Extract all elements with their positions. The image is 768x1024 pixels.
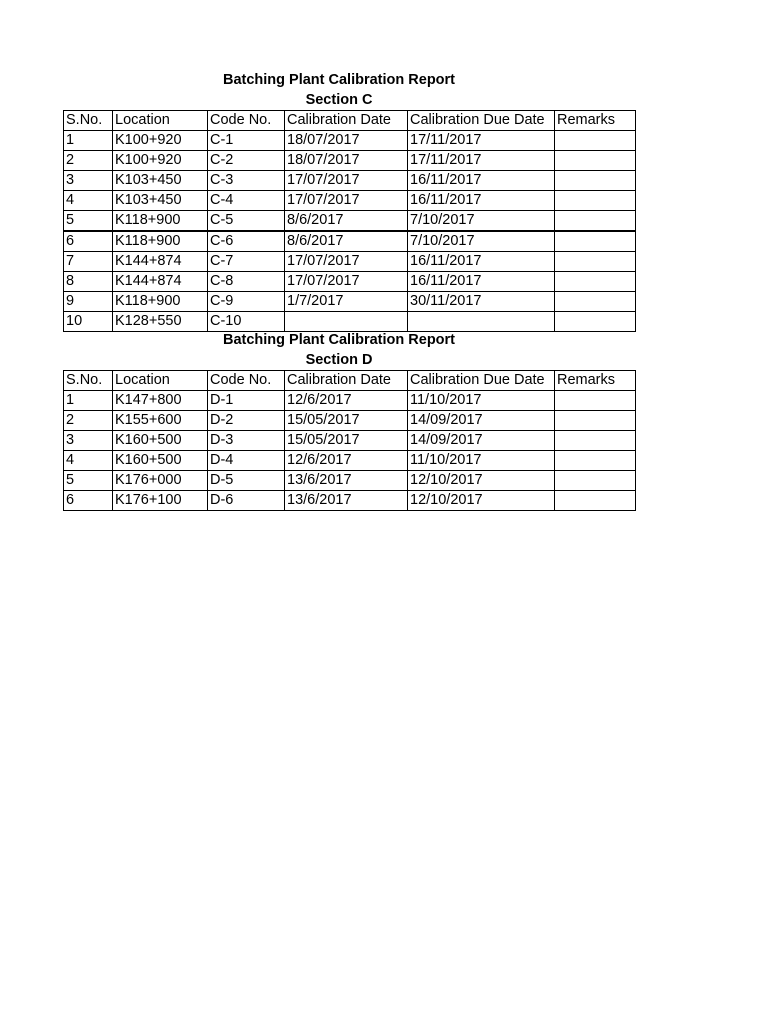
cell-calibration-date: 18/07/2017 xyxy=(285,151,408,171)
cell-remarks xyxy=(555,252,636,272)
table-row xyxy=(64,171,636,191)
cell-code-no: D-4 xyxy=(208,451,285,471)
cell-calibration-date: 1/7/2017 xyxy=(285,292,408,312)
header-sno: S.No. xyxy=(64,371,113,391)
header-code-no: Code No. xyxy=(208,111,285,131)
header-remarks: Remarks xyxy=(555,371,636,391)
cell-calibration-due-date: 14/09/2017 xyxy=(408,411,555,431)
cell-calibration-date: 18/07/2017 xyxy=(285,131,408,151)
cell-calibration-due-date xyxy=(408,312,555,332)
cell-remarks xyxy=(555,411,636,431)
cell-location: K118+900 xyxy=(113,211,208,232)
table-row xyxy=(64,491,636,511)
cell-location: K118+900 xyxy=(113,231,208,252)
cell-sno: 9 xyxy=(64,292,113,312)
cell-remarks xyxy=(555,171,636,191)
cell-location: K176+000 xyxy=(113,471,208,491)
cell-remarks xyxy=(555,292,636,312)
cell-remarks xyxy=(555,391,636,411)
cell-code-no: C-10 xyxy=(208,312,285,332)
header-location: Location xyxy=(113,371,208,391)
table-row xyxy=(64,211,636,232)
cell-sno: 7 xyxy=(64,252,113,272)
cell-calibration-date: 13/6/2017 xyxy=(285,471,408,491)
cell-sno: 6 xyxy=(64,231,113,252)
cell-location: K144+874 xyxy=(113,272,208,292)
cell-code-no: C-4 xyxy=(208,191,285,211)
report-title: Batching Plant Calibration Report xyxy=(222,72,455,88)
cell-remarks xyxy=(555,471,636,491)
cell-calibration-due-date: 16/11/2017 xyxy=(408,272,555,292)
cell-code-no: C-2 xyxy=(208,151,285,171)
cell-calibration-due-date: 17/11/2017 xyxy=(408,151,555,171)
cell-location: K176+100 xyxy=(113,491,208,511)
cell-calibration-due-date: 12/10/2017 xyxy=(408,491,555,511)
table-header-row xyxy=(64,111,636,131)
cell-sno: 8 xyxy=(64,272,113,292)
header-calibration-date: Calibration Date xyxy=(285,111,408,131)
cell-sno: 2 xyxy=(64,411,113,431)
cell-calibration-date: 12/6/2017 xyxy=(285,391,408,411)
cell-calibration-date: 17/07/2017 xyxy=(285,191,408,211)
cell-sno: 5 xyxy=(64,211,113,232)
cell-code-no: D-1 xyxy=(208,391,285,411)
cell-calibration-date: 12/6/2017 xyxy=(285,451,408,471)
report-section-c xyxy=(63,70,635,332)
cell-location: K147+800 xyxy=(113,391,208,411)
table-row xyxy=(64,471,636,491)
cell-location: K160+500 xyxy=(113,431,208,451)
cell-remarks xyxy=(555,211,636,232)
cell-code-no: D-2 xyxy=(208,411,285,431)
cell-location: K100+920 xyxy=(113,151,208,171)
cell-calibration-due-date: 16/11/2017 xyxy=(408,191,555,211)
cell-location: K103+450 xyxy=(113,191,208,211)
cell-sno: 1 xyxy=(64,131,113,151)
cell-remarks xyxy=(555,131,636,151)
cell-sno: 4 xyxy=(64,191,113,211)
cell-code-no: D-5 xyxy=(208,471,285,491)
cell-remarks xyxy=(555,191,636,211)
header-sno: S.No. xyxy=(64,111,113,131)
calibration-table xyxy=(63,370,636,511)
cell-sno: 3 xyxy=(64,171,113,191)
header-location: Location xyxy=(113,111,208,131)
cell-sno: 5 xyxy=(64,471,113,491)
cell-calibration-due-date: 14/09/2017 xyxy=(408,431,555,451)
table-row xyxy=(64,451,636,471)
cell-sno: 3 xyxy=(64,431,113,451)
header-calibration-due-date: Calibration Due Date xyxy=(408,371,555,391)
table-row xyxy=(64,191,636,211)
cell-sno: 4 xyxy=(64,451,113,471)
cell-calibration-date: 17/07/2017 xyxy=(285,171,408,191)
table-row xyxy=(64,252,636,272)
report-section-d xyxy=(63,330,635,511)
cell-calibration-date: 8/6/2017 xyxy=(285,231,408,252)
cell-sno: 1 xyxy=(64,391,113,411)
cell-remarks xyxy=(555,491,636,511)
table-row xyxy=(64,272,636,292)
cell-calibration-date xyxy=(285,312,408,332)
cell-remarks xyxy=(555,151,636,171)
cell-code-no: C-1 xyxy=(208,131,285,151)
cell-calibration-due-date: 17/11/2017 xyxy=(408,131,555,151)
cell-calibration-date: 15/05/2017 xyxy=(285,431,408,451)
cell-code-no: C-9 xyxy=(208,292,285,312)
cell-location: K100+920 xyxy=(113,131,208,151)
cell-code-no: D-6 xyxy=(208,491,285,511)
header-remarks: Remarks xyxy=(555,111,636,131)
table-row xyxy=(64,231,636,252)
cell-calibration-due-date: 16/11/2017 xyxy=(408,171,555,191)
table-row xyxy=(64,151,636,171)
cell-calibration-due-date: 7/10/2017 xyxy=(408,231,555,252)
table-row xyxy=(64,411,636,431)
table-row xyxy=(64,431,636,451)
cell-location: K128+550 xyxy=(113,312,208,332)
cell-code-no: C-8 xyxy=(208,272,285,292)
cell-code-no: D-3 xyxy=(208,431,285,451)
cell-location: K155+600 xyxy=(113,411,208,431)
section-title: Section C xyxy=(305,92,373,108)
table-row xyxy=(64,131,636,151)
header-code-no: Code No. xyxy=(208,371,285,391)
cell-location: K144+874 xyxy=(113,252,208,272)
cell-remarks xyxy=(555,231,636,252)
section-title: Section D xyxy=(305,352,373,368)
cell-calibration-due-date: 7/10/2017 xyxy=(408,211,555,232)
cell-calibration-date: 15/05/2017 xyxy=(285,411,408,431)
report-title: Batching Plant Calibration Report xyxy=(222,332,455,348)
cell-remarks xyxy=(555,431,636,451)
cell-location: K160+500 xyxy=(113,451,208,471)
cell-code-no: C-7 xyxy=(208,252,285,272)
cell-sno: 10 xyxy=(64,312,113,332)
cell-calibration-date: 17/07/2017 xyxy=(285,252,408,272)
cell-sno: 2 xyxy=(64,151,113,171)
cell-remarks xyxy=(555,451,636,471)
table-row xyxy=(64,292,636,312)
cell-calibration-due-date: 11/10/2017 xyxy=(408,391,555,411)
cell-remarks xyxy=(555,272,636,292)
cell-calibration-due-date: 30/11/2017 xyxy=(408,292,555,312)
cell-code-no: C-6 xyxy=(208,231,285,252)
cell-location: K118+900 xyxy=(113,292,208,312)
cell-calibration-date: 13/6/2017 xyxy=(285,491,408,511)
table-row xyxy=(64,391,636,411)
cell-calibration-due-date: 12/10/2017 xyxy=(408,471,555,491)
header-calibration-due-date: Calibration Due Date xyxy=(408,111,555,131)
table-row xyxy=(64,312,636,332)
cell-code-no: C-5 xyxy=(208,211,285,232)
cell-calibration-date: 17/07/2017 xyxy=(285,272,408,292)
cell-location: K103+450 xyxy=(113,171,208,191)
table-header-row xyxy=(64,371,636,391)
cell-sno: 6 xyxy=(64,491,113,511)
cell-calibration-due-date: 11/10/2017 xyxy=(408,451,555,471)
header-calibration-date: Calibration Date xyxy=(285,371,408,391)
calibration-table xyxy=(63,110,636,332)
cell-remarks xyxy=(555,312,636,332)
cell-calibration-date: 8/6/2017 xyxy=(285,211,408,232)
cell-calibration-due-date: 16/11/2017 xyxy=(408,252,555,272)
cell-code-no: C-3 xyxy=(208,171,285,191)
